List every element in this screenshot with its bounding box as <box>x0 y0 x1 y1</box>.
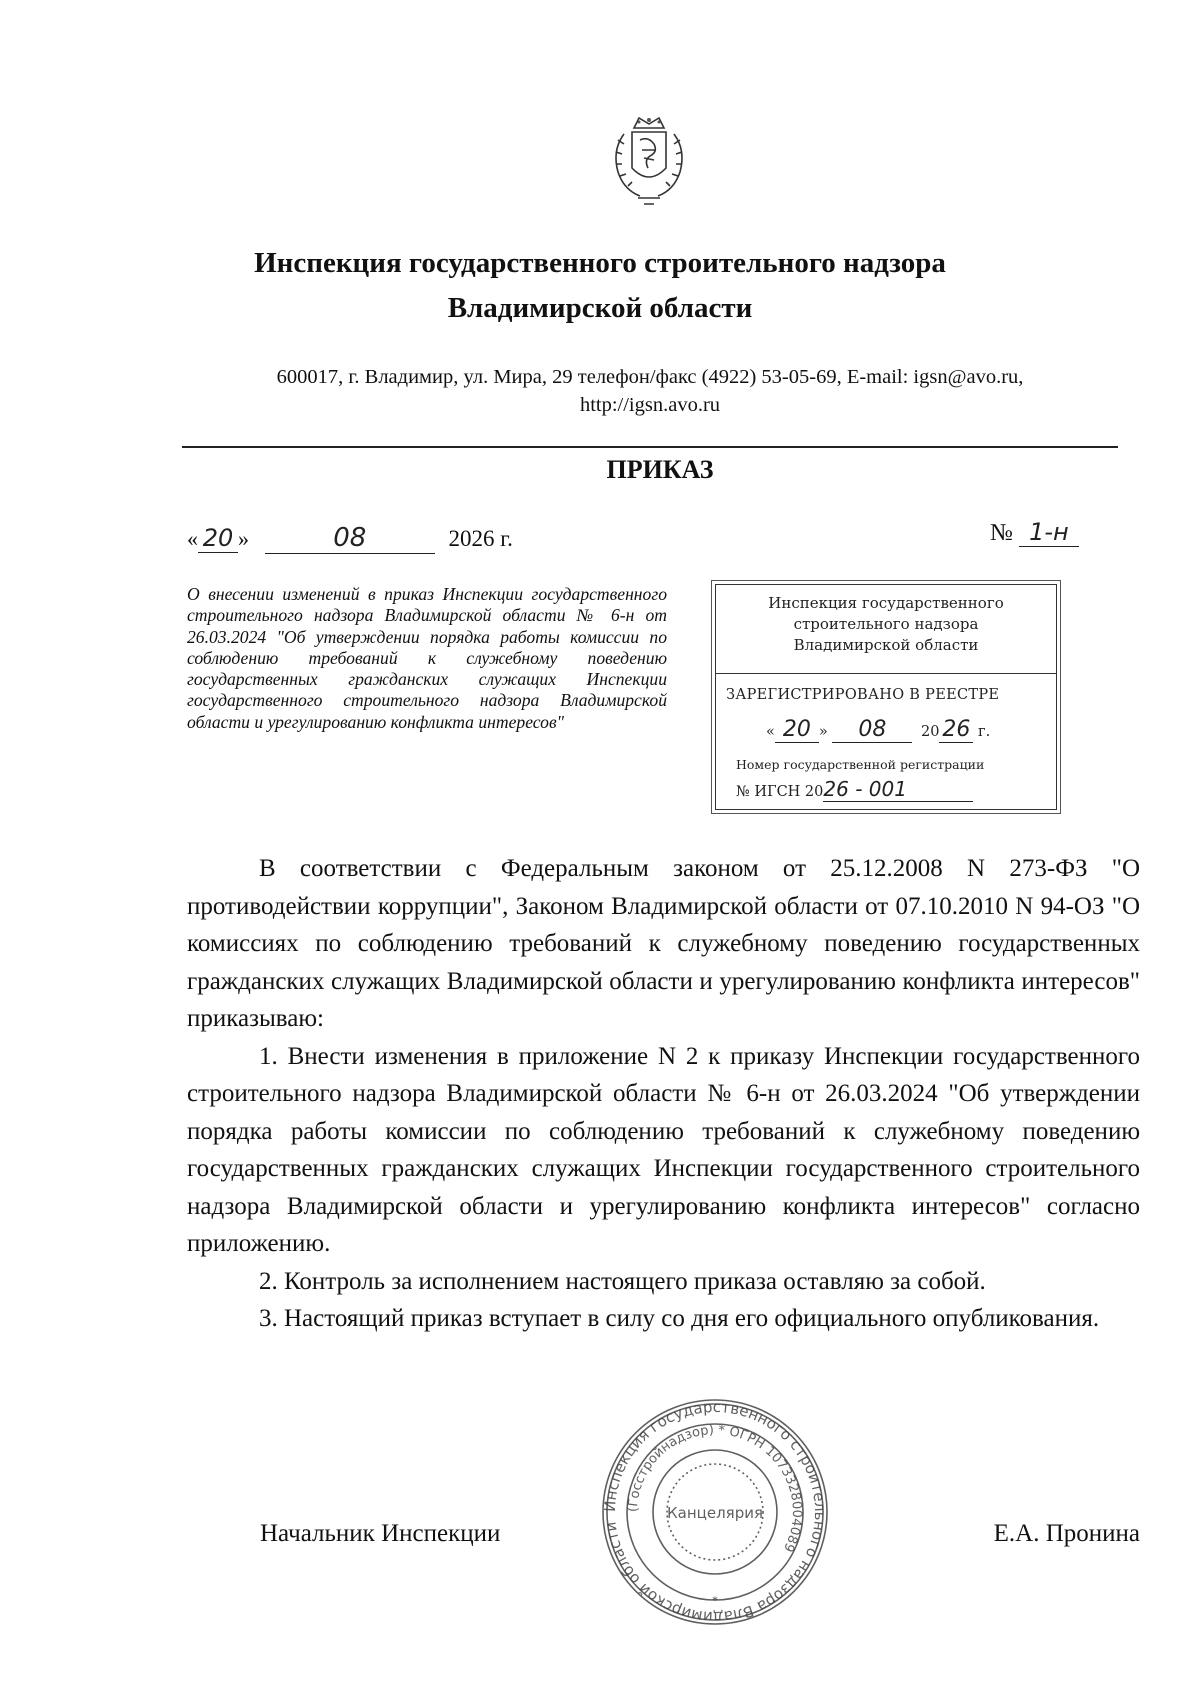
signatory-title: Начальник Инспекции <box>260 1520 501 1547</box>
number-prefix: № <box>990 520 1013 546</box>
registration-org <box>716 593 1056 656</box>
office-seal <box>595 1392 835 1632</box>
registration-org-line2: строительного надзора <box>793 615 979 633</box>
body-item-2: 2. Контроль за исполнением настоящего приказа оставляю за собой. <box>259 1267 986 1295</box>
seal-outer-text: Инспекция государственного строительного надзора Владимирской области <box>600 1397 830 1627</box>
registration-year-unit: г. <box>978 724 991 740</box>
contact-address-line: 600017, г. Владимир, ул. Мира, 29 телефон/факс (4922) 53-05-69, E-mail: igsn@avo.ru, <box>276 366 1024 388</box>
registration-day: 20 <box>775 717 819 743</box>
seal-inner-text: (Госстройнадзор) * ОГРН 1073328004089 <box>625 1422 805 1555</box>
body-paragraph-preamble: В соответствии с Федеральным законом от 25.12.2008 N 273-ФЗ "О противодействии коррупции", Законом Владимирской области от 07.10.2010 N 94-ОЗ "О комиссиях по соблюдению требований к служебному поведению государственных гражданских служащих Владимирской области и урегулированию конфликта интересов" приказываю: <box>187 855 1140 1032</box>
header-divider <box>182 446 1118 448</box>
registration-org-line1: Инспекция государственного <box>768 594 1004 612</box>
coat-of-arms-emblem <box>604 110 694 210</box>
document-date: « 20 » 08 2026 г. <box>187 523 513 553</box>
registration-org-line3: Владимирской области <box>793 636 979 654</box>
body-item-3: 3. Настоящий приказ вступает в силу со дня его официального опубликования. <box>259 1305 1100 1332</box>
svg-text:(Госстройнадзор) * ОГРН 107332 <box>626 1423 804 1554</box>
registration-number-label: Номер государственной регистрации <box>736 757 985 772</box>
registration-stamp <box>715 584 1057 810</box>
date-month: 08 <box>265 523 435 554</box>
contact-info <box>200 363 1100 419</box>
registration-number <box>736 777 973 802</box>
registration-month: 08 <box>832 717 912 743</box>
signatory-name: Е.А. Пронина <box>993 1520 1140 1547</box>
registration-status: ЗАРЕГИСТРИРОВАНО В РЕЕСТРЕ <box>726 687 1000 703</box>
document-subject: О внесении изменений в приказ Инспекции государственного строительного надзора Владимирской области № 6-н от 26.03.2024 "Об утверждении порядка работы комиссии по соблюдению требований к служебному поведению государственных гражданских служащих Инспекции государственного строительного надзора Владимирской области и урегулированию конфликта интересов" <box>187 584 667 732</box>
registration-year-prefix: 20 <box>920 724 940 740</box>
number-value: 1-н <box>1019 518 1079 547</box>
date-day: 20 <box>198 524 238 553</box>
registration-number-value: 26 - 001 <box>823 777 973 802</box>
document-body <box>187 850 1140 1338</box>
document-title: ПРИКАЗ <box>606 455 714 484</box>
registration-number-prefix: № ИГСН 20 <box>736 784 824 800</box>
registration-year-suffix: 26 <box>939 717 973 743</box>
body-item-1: 1. Внести изменения в приложение N 2 к приказу Инспекции государственного строительного надзора Владимирской области № 6-н от 26.03.2024 "Об утверждении порядка работы комиссии по соблюдению требований к служебному поведению государственных гражданских служащих Инспекции государственного строительного надзора Владимирской области и урегулированию конфликта интересов" согласно приложению. <box>187 1042 1140 1257</box>
registration-date: « 20 » 08 20 26 г. <box>766 717 991 742</box>
seal-center-text: Канцелярия <box>667 1504 763 1522</box>
document-number <box>990 518 1079 547</box>
registration-divider <box>716 673 1056 674</box>
contact-website-line: http://igsn.avo.ru <box>579 394 721 416</box>
organization-name-line2: Владимирской области <box>447 292 753 324</box>
seal-star-icon: * <box>712 1593 718 1607</box>
date-year: 2026 г. <box>448 526 513 551</box>
organization-name-line1: Инспекция государственного строительного надзора <box>254 247 946 279</box>
